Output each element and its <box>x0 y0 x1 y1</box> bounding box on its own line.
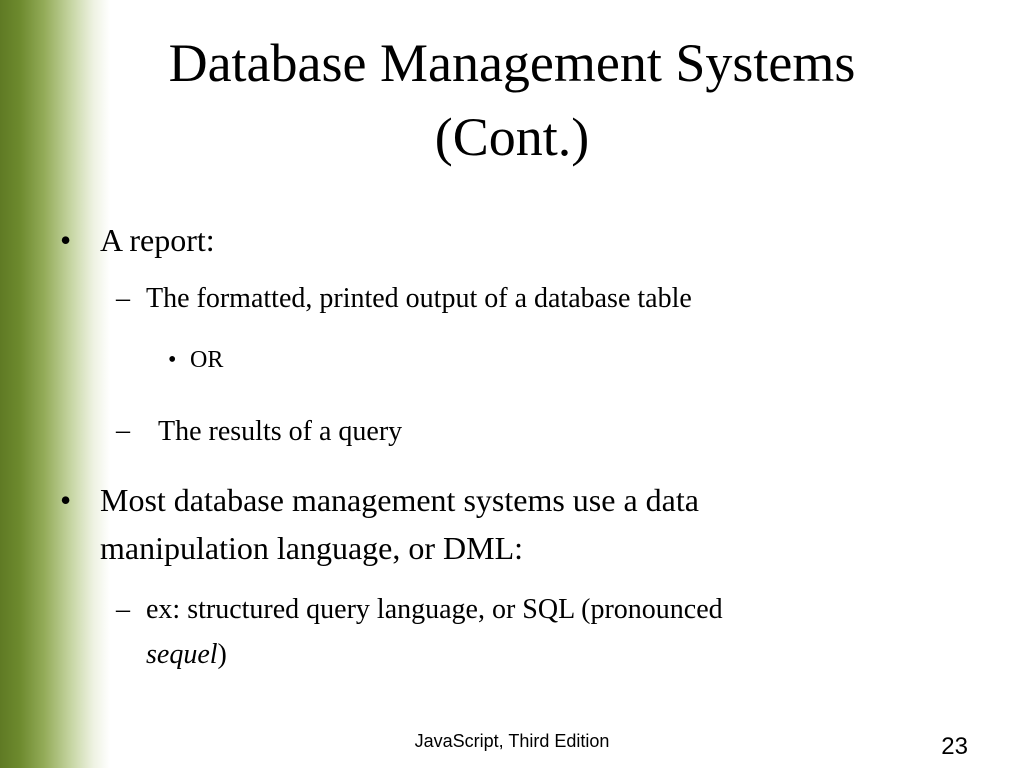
bullet-marker-small: • <box>168 347 177 373</box>
closing-paren: ) <box>217 639 227 670</box>
slide-title-line2: (Cont.) <box>434 107 590 167</box>
bullet-report: A report: <box>100 222 215 258</box>
bullet-dml-line1: Most database management systems use a data <box>100 482 699 518</box>
dash-marker: – <box>116 415 130 446</box>
footer-text: JavaScript, Third Edition <box>414 731 610 751</box>
subbullet-sql-line1: ex: structured query language, or SQL (pronounced <box>146 594 723 625</box>
dash-marker: – <box>116 283 130 314</box>
slide-title-line1: Database Management Systems <box>168 33 856 93</box>
bullet-marker: • <box>60 222 72 258</box>
bullet-dml-line2: manipulation language, or DML: <box>100 530 524 566</box>
page-number: 23 <box>941 733 968 760</box>
subbullet-query-results: The results of a query <box>158 416 403 447</box>
subbullet-formatted-output: The formatted, printed output of a database table <box>146 283 692 314</box>
sequel-italic: sequel <box>146 639 218 670</box>
subbullet-sql-line2 <box>146 638 227 672</box>
dash-marker: – <box>116 594 130 625</box>
bullet-marker: • <box>60 482 72 518</box>
subsubbullet-or: OR <box>190 347 224 373</box>
